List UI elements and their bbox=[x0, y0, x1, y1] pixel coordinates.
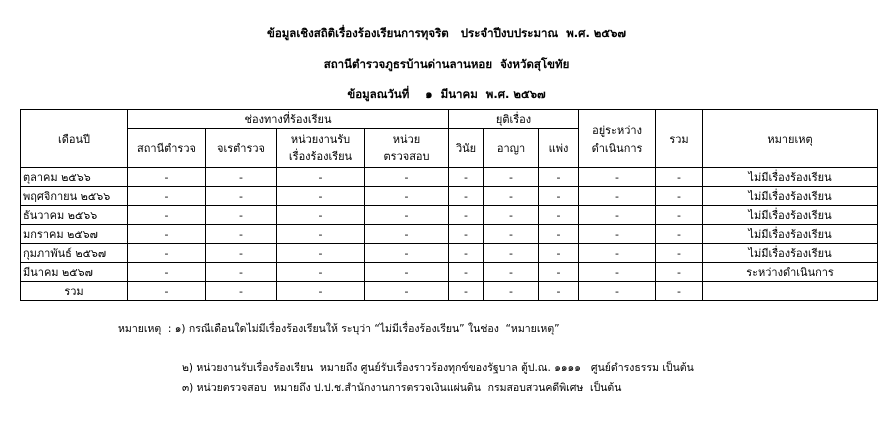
header-channels: ช่องทางที่ร้องเรียน bbox=[128, 110, 449, 129]
audit-unit-cell: - bbox=[365, 244, 449, 263]
criminal-cell: - bbox=[484, 244, 539, 263]
in-progress-cell: - bbox=[579, 225, 656, 244]
table-row bbox=[21, 168, 878, 187]
in-progress-cell: - bbox=[579, 244, 656, 263]
disciplinary-cell: - bbox=[449, 187, 484, 206]
header-audit-unit: หน่วย ตรวจสอบ bbox=[365, 129, 449, 168]
total-cell: - bbox=[656, 225, 703, 244]
complaint-unit-cell: - bbox=[277, 263, 365, 282]
in-progress-cell: - bbox=[579, 282, 656, 301]
civil-cell: - bbox=[539, 282, 579, 301]
complaint-statistics-table bbox=[20, 109, 878, 301]
header-remarks: หมายเหตุ bbox=[703, 110, 878, 168]
in-progress-cell: - bbox=[579, 187, 656, 206]
police-officer-cell: - bbox=[206, 282, 277, 301]
month-cell: ธันวาคม ๒๕๖๖ bbox=[21, 206, 128, 225]
audit-unit-cell: - bbox=[365, 282, 449, 301]
civil-cell: - bbox=[539, 263, 579, 282]
header-in-progress: อยู่ระหว่าง ดำเนินการ bbox=[579, 110, 656, 168]
month-cell: ตุลาคม ๒๕๖๖ bbox=[21, 168, 128, 187]
disciplinary-cell: - bbox=[449, 225, 484, 244]
in-progress-cell: - bbox=[579, 168, 656, 187]
complaint-unit-cell: - bbox=[277, 225, 365, 244]
header-police-station: สถานีตำรวจ bbox=[128, 129, 206, 168]
civil-cell: - bbox=[539, 168, 579, 187]
in-progress-cell: - bbox=[579, 206, 656, 225]
station-name: สถานีตำรวจภูธรบ้านด่านลานหอย จังหวัดสุโขทัย bbox=[323, 57, 570, 71]
remarks-cell: ไม่มีเรื่องร้องเรียน bbox=[703, 244, 878, 263]
in-progress-cell: - bbox=[579, 263, 656, 282]
remarks-cell: ไม่มีเรื่องร้องเรียน bbox=[703, 206, 878, 225]
report-title: ข้อมูลเชิงสถิติเรื่องร้องเรียนการทุจริต ประจำปีงบประมาณ พ.ศ. ๒๕๖๗ bbox=[266, 26, 627, 40]
audit-unit-cell: - bbox=[365, 187, 449, 206]
complaint-unit-cell: - bbox=[277, 187, 365, 206]
table-row bbox=[21, 225, 878, 244]
criminal-cell: - bbox=[484, 225, 539, 244]
disciplinary-cell: - bbox=[449, 206, 484, 225]
audit-unit-cell: - bbox=[365, 168, 449, 187]
header-complaint-unit: หน่วยงานรับ เรื่องร้องเรียน bbox=[277, 129, 365, 168]
header-civil: แพ่ง bbox=[539, 129, 579, 168]
total-cell: - bbox=[656, 187, 703, 206]
note-line-2: ๒) หน่วยงานรับเรื่องร้องเรียน หมายถึง ศูนย์รับเรื่องราวร้องทุกข์ของรัฐบาล ตู้ป.ณ. ๑๑๑๑ ศูนย์ดำรงธรรม เป็นต้น bbox=[182, 362, 694, 374]
table-row bbox=[21, 263, 878, 282]
police-officer-cell: - bbox=[206, 187, 277, 206]
data-date: ข้อมูลณวันที่ ๑ มีนาคม พ.ศ. ๒๕๖๗ bbox=[347, 87, 546, 101]
police-station-cell: - bbox=[128, 225, 206, 244]
total-cell: - bbox=[656, 168, 703, 187]
civil-cell: - bbox=[539, 244, 579, 263]
criminal-cell: - bbox=[484, 187, 539, 206]
disciplinary-cell: - bbox=[449, 282, 484, 301]
disciplinary-cell: - bbox=[449, 263, 484, 282]
remarks-cell: ไม่มีเรื่องร้องเรียน bbox=[703, 187, 878, 206]
header-month: เดือนปี bbox=[21, 110, 128, 168]
header-police-officer: จเรตำรวจ bbox=[206, 129, 277, 168]
audit-unit-cell: - bbox=[365, 263, 449, 282]
audit-unit-cell: - bbox=[365, 206, 449, 225]
complaint-unit-cell: - bbox=[277, 168, 365, 187]
remarks-cell bbox=[703, 282, 878, 301]
month-cell: มกราคม ๒๕๖๗ bbox=[21, 225, 128, 244]
table-row bbox=[21, 206, 878, 225]
header-disciplinary: วินัย bbox=[449, 129, 484, 168]
civil-cell: - bbox=[539, 206, 579, 225]
remarks-cell: ไม่มีเรื่องร้องเรียน bbox=[703, 168, 878, 187]
audit-unit-cell: - bbox=[365, 225, 449, 244]
criminal-cell: - bbox=[484, 263, 539, 282]
criminal-cell: - bbox=[484, 282, 539, 301]
disciplinary-cell: - bbox=[449, 168, 484, 187]
table-row bbox=[21, 244, 878, 263]
header-resolved: ยุติเรื่อง bbox=[449, 110, 579, 129]
month-cell: พฤศจิกายน ๒๕๖๖ bbox=[21, 187, 128, 206]
remarks-cell: ระหว่างดำเนินการ bbox=[703, 263, 878, 282]
complaint-unit-cell: - bbox=[277, 282, 365, 301]
total-cell: - bbox=[656, 282, 703, 301]
police-station-cell: - bbox=[128, 282, 206, 301]
total-cell: - bbox=[656, 263, 703, 282]
police-station-cell: - bbox=[128, 168, 206, 187]
note-line-1: หมายเหตุ : ๑) กรณีเดือนใดไม่มีเรื่องร้องเรียนให้ ระบุว่า “ไม่มีเรื่องร้องเรียน” ในช่อง “หมายเหตุ” bbox=[118, 323, 560, 335]
total-row bbox=[21, 282, 878, 301]
table-row bbox=[21, 187, 878, 206]
remarks-cell: ไม่มีเรื่องร้องเรียน bbox=[703, 225, 878, 244]
criminal-cell: - bbox=[484, 168, 539, 187]
police-officer-cell: - bbox=[206, 263, 277, 282]
total-cell: - bbox=[656, 244, 703, 263]
header-criminal: อาญา bbox=[484, 129, 539, 168]
header-total: รวม bbox=[656, 110, 703, 168]
police-station-cell: - bbox=[128, 244, 206, 263]
criminal-cell: - bbox=[484, 206, 539, 225]
police-station-cell: - bbox=[128, 206, 206, 225]
civil-cell: - bbox=[539, 225, 579, 244]
complaint-unit-cell: - bbox=[277, 206, 365, 225]
police-station-cell: - bbox=[128, 263, 206, 282]
police-station-cell: - bbox=[128, 187, 206, 206]
month-cell: มีนาคม ๒๕๖๗ bbox=[21, 263, 128, 282]
civil-cell: - bbox=[539, 187, 579, 206]
disciplinary-cell: - bbox=[449, 244, 484, 263]
police-officer-cell: - bbox=[206, 225, 277, 244]
month-cell: กุมภาพันธ์ ๒๕๖๗ bbox=[21, 244, 128, 263]
police-officer-cell: - bbox=[206, 168, 277, 187]
police-officer-cell: - bbox=[206, 206, 277, 225]
complaint-unit-cell: - bbox=[277, 244, 365, 263]
total-row-label: รวม bbox=[21, 282, 128, 301]
total-cell: - bbox=[656, 206, 703, 225]
note-line-3: ๓) หน่วยตรวจสอบ หมายถึง ป.ป.ช.สำนักงานการตรวจเงินแผ่นดิน กรมสอบสวนคดีพิเศษ เป็นต้น bbox=[182, 382, 622, 394]
police-officer-cell: - bbox=[206, 244, 277, 263]
